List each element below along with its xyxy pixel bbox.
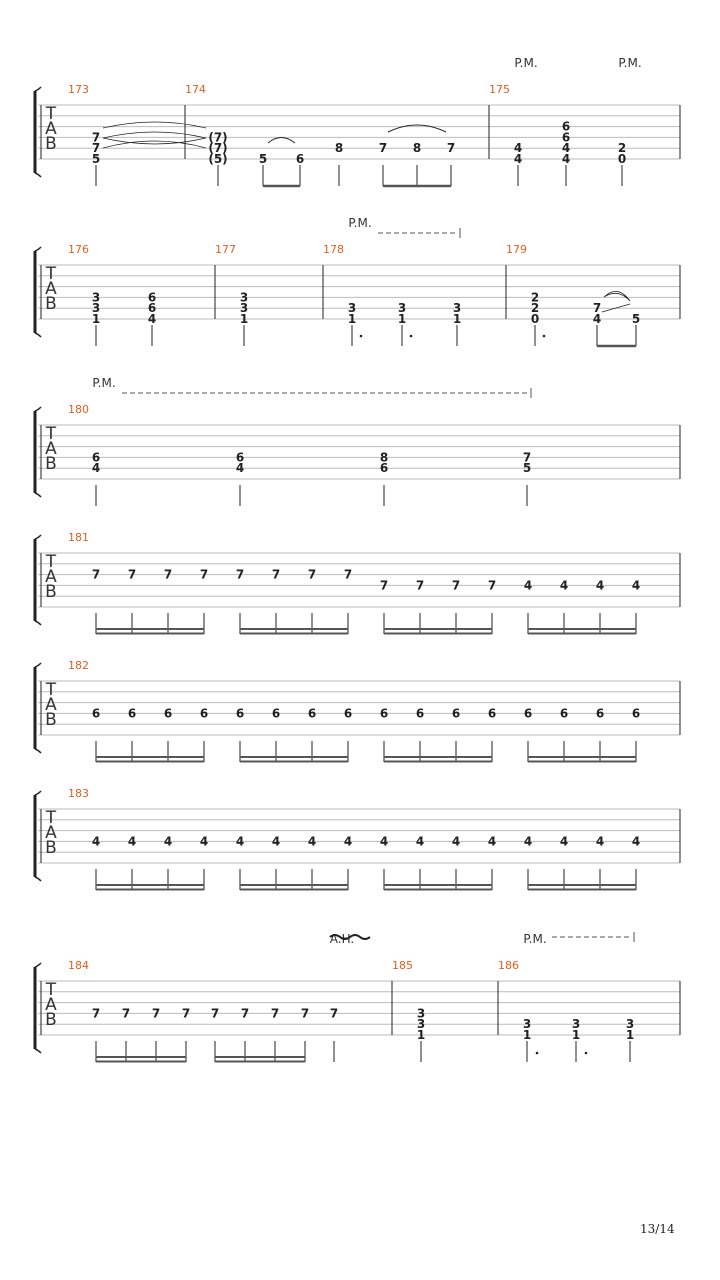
fret-number: 6 (631, 706, 641, 721)
tab-clef-letter: T (45, 808, 57, 828)
fret-number: 4 (561, 152, 571, 166)
tab-system (35, 659, 680, 762)
fret-number: (5) (208, 152, 228, 166)
fret-number: 7 (300, 1006, 310, 1021)
palm-mute-label: P.M. (514, 56, 538, 70)
fret-number: (7) (208, 141, 228, 156)
tab-clef-letter: T (45, 980, 57, 1000)
fret-number: 7 (210, 1006, 220, 1021)
fret-number: 7 (121, 1006, 131, 1021)
fret-number: 4 (451, 834, 461, 849)
fret-number: 7 (91, 130, 101, 145)
fret-number: 4 (271, 834, 281, 849)
tab-clef-letter: A (45, 279, 57, 299)
measure-number: 185 (392, 959, 413, 972)
fret-number: 1 (91, 312, 101, 326)
fret-number: 6 (91, 450, 101, 465)
fret-number: 4 (163, 834, 173, 849)
fret-number: 6 (307, 706, 317, 721)
measure-number: 179 (506, 243, 527, 256)
fret-number: 4 (595, 834, 605, 849)
fret-number: 4 (592, 312, 602, 326)
tab-system (35, 216, 680, 346)
tab-clef-letter: A (45, 567, 57, 587)
fret-number: 6 (147, 301, 157, 316)
fret-number: 3 (571, 1017, 581, 1032)
palm-mute-label: P.M. (618, 56, 642, 70)
fret-number: 7 (379, 578, 389, 593)
fret-number: 1 (397, 312, 407, 326)
fret-number: 3 (347, 301, 357, 316)
fret-number: 3 (239, 301, 249, 316)
dot (543, 335, 546, 338)
tab-clef-letter: A (45, 995, 57, 1015)
fret-number: 4 (513, 152, 523, 166)
fret-number: 3 (416, 1017, 426, 1032)
page-number: 13/14 (640, 1222, 675, 1236)
tab-system (35, 56, 680, 186)
fret-number: 6 (595, 706, 605, 721)
fret-number: 1 (522, 1028, 532, 1042)
tab-clef-letter: B (45, 454, 57, 474)
palm-mute-label: P.M. (523, 932, 547, 946)
fret-number: 6 (379, 461, 389, 476)
fret-number: 6 (163, 706, 173, 721)
fret-number: 7 (329, 1006, 339, 1021)
fret-number: 2 (530, 290, 540, 305)
fret-number: (7) (208, 130, 228, 145)
measure-number: 178 (323, 243, 344, 256)
fret-number: 6 (147, 290, 157, 305)
fret-number: 4 (235, 461, 245, 476)
fret-number: 4 (559, 578, 569, 593)
fret-number: 7 (91, 1006, 101, 1021)
fret-number: 7 (271, 567, 281, 582)
slur (268, 138, 295, 144)
fret-number: 2 (530, 301, 540, 316)
tab-clef-letter: A (45, 119, 57, 139)
fret-number: 4 (631, 578, 641, 593)
fret-number: 6 (561, 130, 571, 145)
bend-arc (604, 291, 630, 301)
fret-number: 7 (446, 141, 456, 156)
fret-number: 4 (147, 312, 157, 326)
fret-number: 1 (571, 1028, 581, 1042)
fret-number: 7 (181, 1006, 191, 1021)
fret-number: 7 (378, 141, 388, 156)
fret-number: 8 (412, 141, 422, 156)
fret-number: 3 (416, 1006, 426, 1021)
palm-mute-label: P.M. (92, 376, 116, 390)
fret-number: 6 (343, 706, 353, 721)
fret-number: 6 (487, 706, 497, 721)
measure-number: 182 (68, 659, 89, 672)
tab-system (35, 376, 680, 506)
fret-number: 6 (235, 706, 245, 721)
fret-number: 4 (199, 834, 209, 849)
fret-number: 7 (522, 450, 532, 465)
fret-number: 4 (487, 834, 497, 849)
tab-system (35, 787, 680, 890)
tab-clef-letter: B (45, 582, 57, 602)
dot (585, 1052, 588, 1055)
fret-number: 7 (343, 567, 353, 582)
tab-clef-letter: B (45, 710, 57, 730)
fret-number: 6 (235, 450, 245, 465)
fret-number: 7 (163, 567, 173, 582)
fret-number: 4 (343, 834, 353, 849)
fret-number: 1 (625, 1028, 635, 1042)
fret-number: 7 (592, 301, 602, 316)
fret-number: 1 (452, 312, 462, 326)
fret-number: 6 (271, 706, 281, 721)
measure-number: 181 (68, 531, 89, 544)
fret-number: 7 (127, 567, 137, 582)
measure-number: 186 (498, 959, 519, 972)
palm-mute-label: P.M. (348, 216, 372, 230)
fret-number: 5 (258, 152, 268, 166)
tab-clef-letter: T (45, 104, 57, 124)
tab-clef-letter: T (45, 552, 57, 572)
tab-clef-letter: B (45, 1010, 57, 1030)
fret-number: 5 (631, 312, 641, 326)
fret-number: 6 (451, 706, 461, 721)
fret-number: 0 (530, 312, 540, 326)
tie-lines (103, 122, 206, 148)
fret-number: 4 (127, 834, 137, 849)
fret-number: 4 (91, 461, 101, 476)
fret-number: 4 (307, 834, 317, 849)
tab-clef-letter: B (45, 134, 57, 154)
fret-number: 2 (617, 141, 627, 156)
fret-number: 7 (307, 567, 317, 582)
fret-number: 6 (379, 706, 389, 721)
dot (536, 1052, 539, 1055)
fret-number: 4 (235, 834, 245, 849)
fret-number: 8 (334, 141, 344, 156)
measure-number: 183 (68, 787, 89, 800)
measure-number: 180 (68, 403, 89, 416)
tab-system (35, 932, 680, 1062)
fret-number: 7 (415, 578, 425, 593)
fret-number: 6 (523, 706, 533, 721)
tab-clef-letter: A (45, 695, 57, 715)
fret-number: 7 (91, 141, 101, 156)
fret-number: 8 (379, 450, 389, 465)
fret-number: 6 (561, 119, 571, 134)
fret-number: 3 (522, 1017, 532, 1032)
measure-number: 175 (489, 83, 510, 96)
dot (360, 335, 363, 338)
fret-number: 3 (397, 301, 407, 316)
fret-number: 7 (240, 1006, 250, 1021)
fret-number: 3 (91, 301, 101, 316)
fret-number: 3 (452, 301, 462, 316)
fret-number: 1 (416, 1028, 426, 1042)
fret-number: 6 (91, 706, 101, 721)
fret-number: 7 (199, 567, 209, 582)
slur (388, 125, 446, 132)
fret-number: 0 (617, 152, 627, 166)
fret-number: 4 (523, 834, 533, 849)
fret-number: 3 (625, 1017, 635, 1032)
fret-number: 5 (522, 461, 532, 476)
fret-number: 7 (451, 578, 461, 593)
fret-number: 4 (559, 834, 569, 849)
fret-number: 7 (91, 567, 101, 582)
fret-number: 7 (270, 1006, 280, 1021)
tab-clef-letter: T (45, 264, 57, 284)
tab-clef-letter: T (45, 424, 57, 444)
fret-number: 4 (523, 578, 533, 593)
tab-clef-letter: B (45, 838, 57, 858)
fret-number: 5 (91, 152, 101, 166)
fret-number: 4 (91, 834, 101, 849)
fret-number: 1 (239, 312, 249, 326)
measure-number: 173 (68, 83, 89, 96)
fret-number: 6 (199, 706, 209, 721)
fret-number: 4 (513, 141, 523, 156)
tab-system (35, 531, 680, 634)
artificial-harmonic-label: A.H. (329, 932, 355, 946)
fret-number: 6 (127, 706, 137, 721)
dot (410, 335, 413, 338)
fret-number: 1 (347, 312, 357, 326)
tab-clef-letter: B (45, 294, 57, 314)
fret-number: 3 (239, 290, 249, 305)
tab-clef-letter: A (45, 823, 57, 843)
fret-number: 6 (295, 152, 305, 166)
measure-number: 174 (185, 83, 206, 96)
measure-number: 177 (215, 243, 236, 256)
fret-number: 4 (631, 834, 641, 849)
measure-number: 184 (68, 959, 89, 972)
fret-number: 7 (235, 567, 245, 582)
tab-clef-letter: A (45, 439, 57, 459)
fret-number: 3 (91, 290, 101, 305)
fret-number: 7 (487, 578, 497, 593)
fret-number: 7 (151, 1006, 161, 1021)
fret-number: 4 (595, 578, 605, 593)
fret-number: 6 (415, 706, 425, 721)
fret-number: 6 (559, 706, 569, 721)
tab-clef-letter: T (45, 680, 57, 700)
fret-number: 4 (561, 141, 571, 156)
fret-number: 4 (415, 834, 425, 849)
measure-number: 176 (68, 243, 89, 256)
fret-number: 4 (379, 834, 389, 849)
